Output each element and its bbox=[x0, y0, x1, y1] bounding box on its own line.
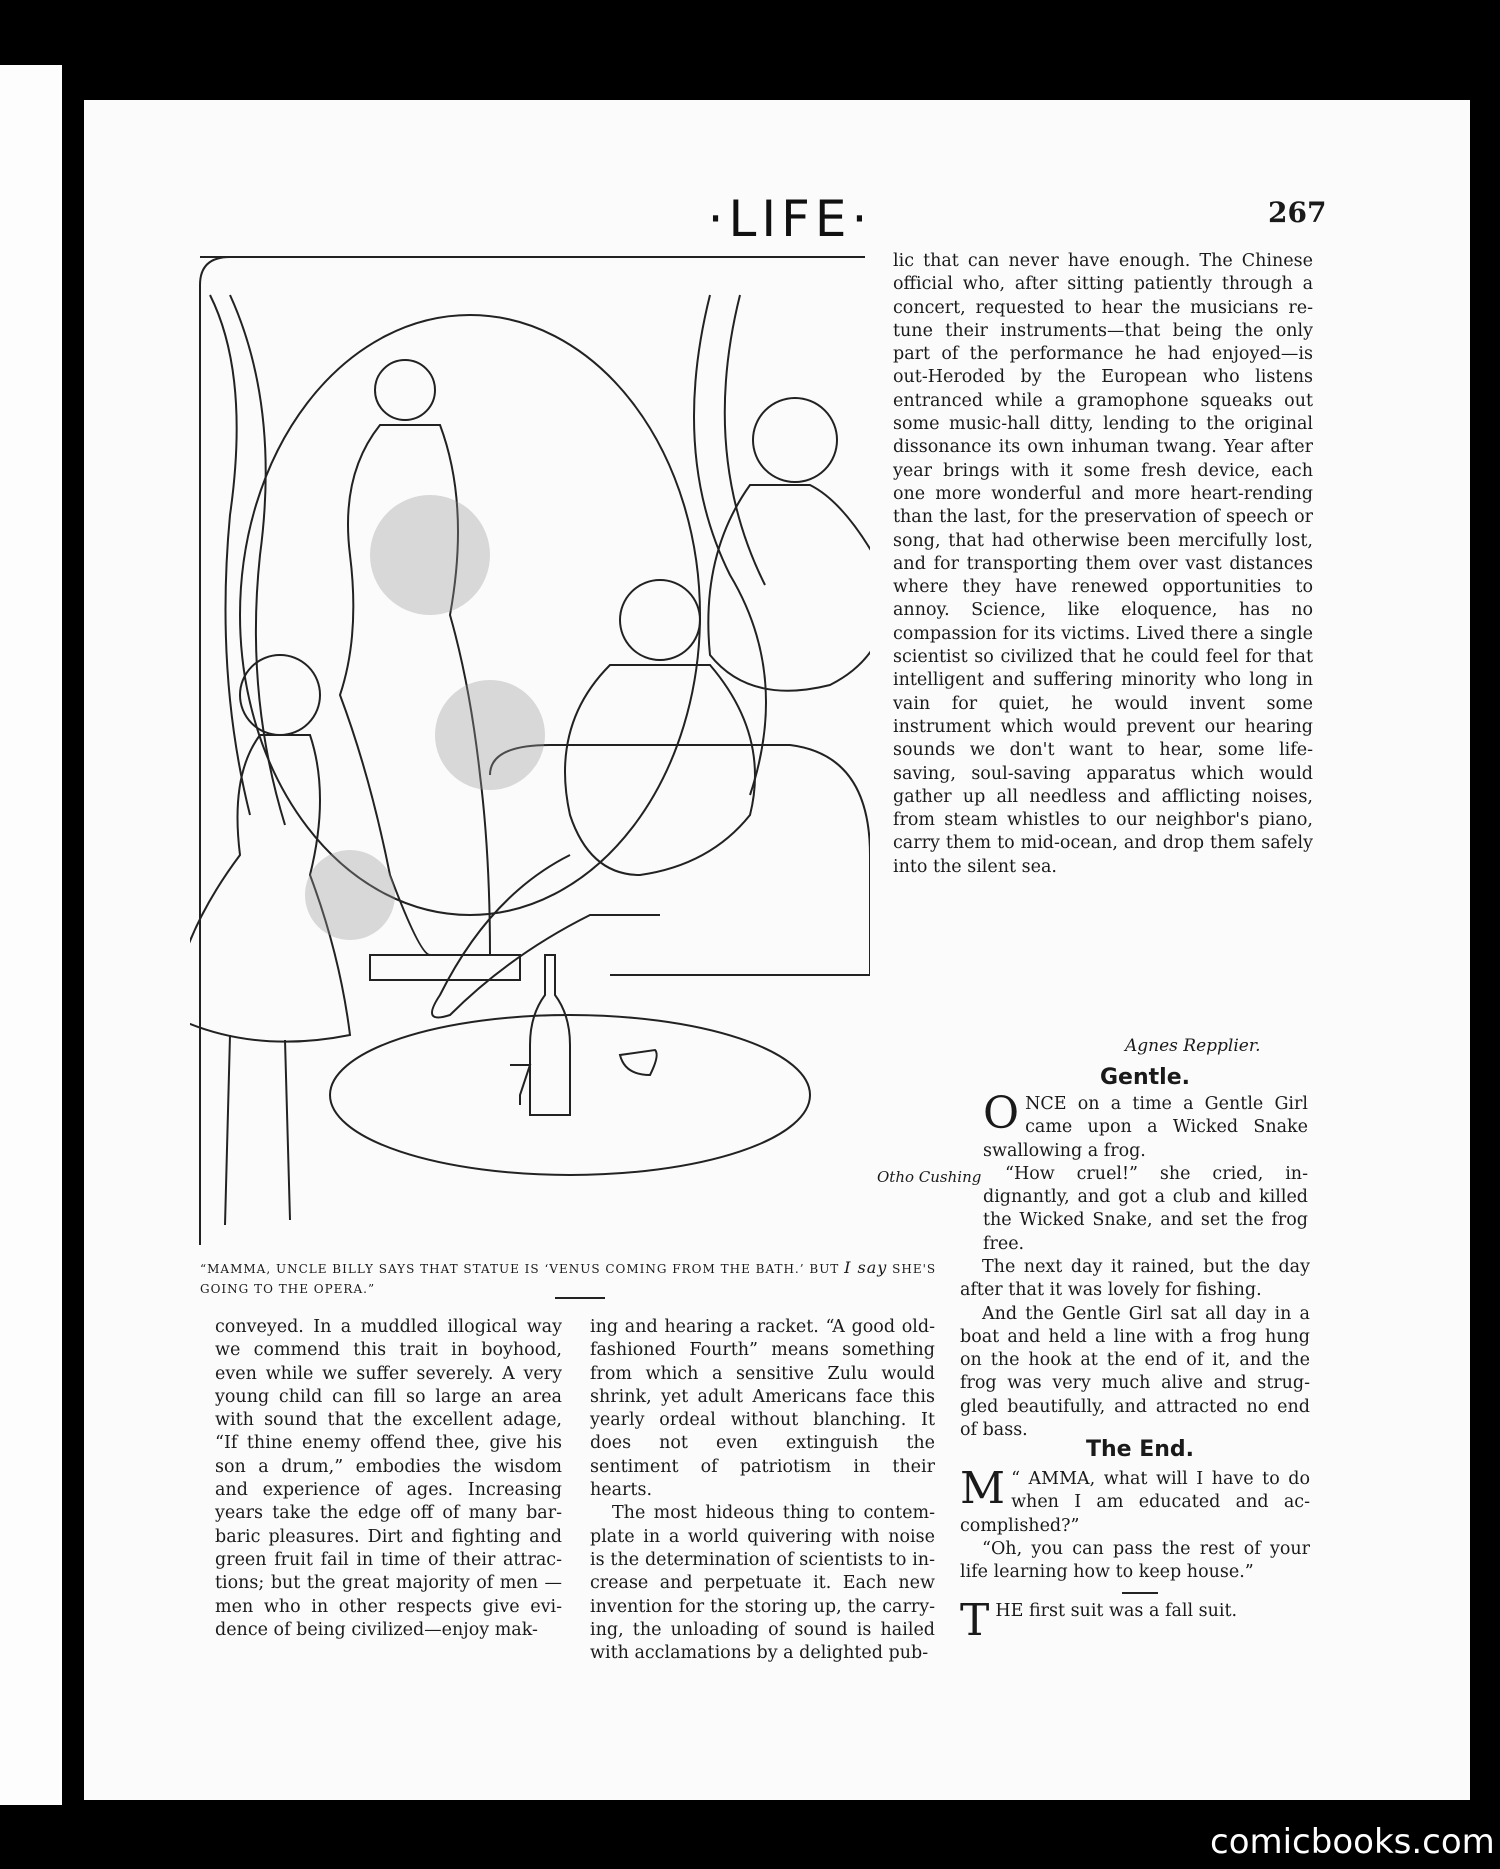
bottom-col1-text: conveyed. In a muddled illogical way we commend this trait in boyhood, even while we suffer severely. A very young child can fill so large an area with sound that the excellent adage, “If thine enemy offend thee, give his son a drum,” embodies the wisdom and experience of ages. Increasing years take the edge off of many barbaric pleasures. Dirt and fighting and green fruit fail in time of their attractions; but the great majority of men —men who in other respects give evidence of being civilized—enjoy mak- bbox=[215, 1317, 562, 1640]
the-end-story bbox=[960, 1463, 1310, 1584]
alcove-arch bbox=[240, 315, 700, 915]
gentle-dropcap: O bbox=[983, 1088, 1020, 1139]
woman-body bbox=[708, 485, 870, 691]
gentle-para-3: The next day it rained, but the day after that it was lovely for fishing. bbox=[960, 1257, 1310, 1301]
cup bbox=[620, 1050, 657, 1075]
man-head bbox=[620, 580, 700, 660]
bottom-col2-para-1: ing and hearing a racket. “A good old-fashioned Fourth” means something from which a sensitive Zulu would shrink, yet adult Americans face this yearly ordeal without blanching. It does not even extinguish the sentiment of patriotism in their hearts. bbox=[590, 1317, 935, 1501]
curtain-left-fold bbox=[230, 295, 285, 825]
gentle-para-2: “How cruel!” she cried, indignantly, and got a club and killed the Wicked Snake, and set the frog free. bbox=[983, 1163, 1308, 1254]
adjacent-page-edge bbox=[0, 65, 62, 1805]
curtain-right bbox=[694, 295, 766, 795]
man-body bbox=[565, 665, 755, 875]
the-end-para-2: “Oh, you can pass the rest of your life learning how to keep house.” bbox=[960, 1538, 1310, 1583]
article-bottom-column-2 bbox=[590, 1316, 935, 1665]
article-right-top-text: lic that can never have enough. The Chinese official who, after sitting patiently through a concert, requested to hear the musicians retune their instruments—that being the only part of the performance he had enjoyed—is out-Heroded by the European who listens entranced while a gramophone squeaks out some music-hall ditty, lending to the original dissonance its own inhuman twang. Year after year brings with it some fresh device, each one more wonderful and more heart-rending than the last, for the preservation of speech or song, that had otherwise been mercifully lost, and for transporting them over vast distances where they have renewed opportunities to annoy. Science, like eloquence, has no compassion for its victims. Lived there a single scientist so civilized that he could feel for that intelligent and suffering minority who long in vain for quiet, he would invent some instrument which would prevent our hearing sounds we don't want to hear, some life-saving, soul-saving apparatus which would gather up all needless and afflicting noises, from steam whistles to our neighbor's piano, carry them to mid-ocean, and drop them safely into the silent sea. bbox=[893, 251, 1313, 877]
gentle-story bbox=[983, 1088, 1308, 1256]
the-end-dropcap: M bbox=[960, 1463, 1006, 1514]
sofa bbox=[490, 745, 870, 975]
glass bbox=[510, 1065, 530, 1105]
gentle-para-4: And the Gentle Girl sat all day in a boat and held a line with a frog hung on the hook at the end of it, and the frog was very much alive and struggled beautifully, and attracted no end of bass. bbox=[960, 1303, 1310, 1441]
artist-signature: Otho Cushing bbox=[877, 1168, 982, 1186]
article-bottom-column-1 bbox=[215, 1316, 562, 1642]
suit-joke bbox=[960, 1595, 1310, 1646]
girl-head bbox=[240, 655, 320, 735]
section-rule bbox=[1122, 1592, 1158, 1594]
caption-rule bbox=[555, 1297, 605, 1299]
bottle bbox=[530, 955, 570, 1115]
article-right-top-column bbox=[893, 250, 1313, 879]
the-end-para-1: “ M AMMA, what will I have to do when I am educated and accomplished?” bbox=[960, 1463, 1310, 1536]
curtain-right-fold bbox=[725, 295, 765, 585]
page-number: 267 bbox=[1268, 196, 1327, 229]
illustration bbox=[190, 255, 870, 1245]
bottom-col2-para-2: The most hideous thing to contemplate in a world quivering with noise is the determination of scientists to increase and perpetuate it. Each new invention for the storing up, the carrying, the unloading of sound is hailed with acclamations by a delighted pub- bbox=[590, 1503, 935, 1664]
caption-emphasis: I say bbox=[844, 1258, 888, 1277]
the-end-heading: The End. bbox=[1085, 1437, 1195, 1462]
girl-legs bbox=[225, 1035, 290, 1225]
statue-head bbox=[375, 360, 435, 420]
watermark: comicbooks.com bbox=[1210, 1822, 1495, 1862]
gentle-heading: Gentle. bbox=[1100, 1065, 1190, 1090]
suit-para: THE first suit was a fall suit. bbox=[960, 1595, 1238, 1646]
gentle-story-cont bbox=[960, 1256, 1310, 1442]
gentle-para-1: ONCE on a time a Gentle Girl came upon a Wicked Snake swallowing a frog. bbox=[983, 1088, 1308, 1161]
illustration-caption: “MAMMA, UNCLE BILLY SAYS THAT STATUE IS ‘VENUS COMING FROM THE BATH.’ BUT I say SHE'S GOING TO THE OPERA.” bbox=[200, 1258, 937, 1296]
suit-dropcap: T bbox=[960, 1595, 990, 1646]
masthead: ·LIFE· bbox=[707, 190, 873, 248]
statue-base bbox=[370, 955, 520, 980]
article-byline: Agnes Repplier. bbox=[1125, 1036, 1261, 1056]
woman-head bbox=[753, 398, 837, 482]
